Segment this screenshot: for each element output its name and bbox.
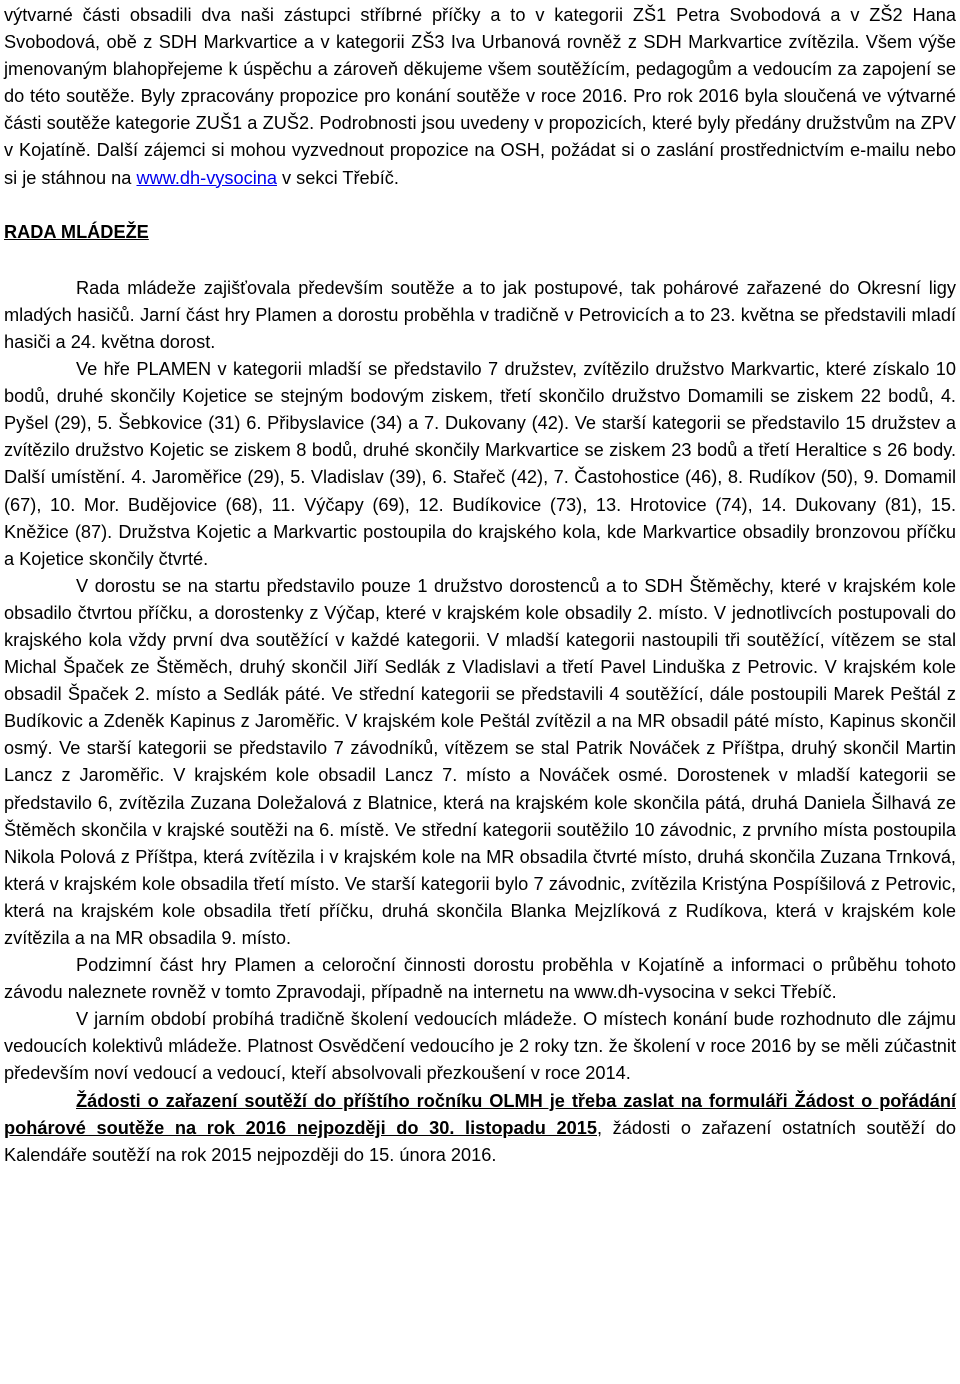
paragraph-rada: Rada mládeže zajišťovala především soutěže a to jak postupové, tak pohárové zařazené do Okresní ligy mladých hasičů. Jarní část hry Plamen a dorostu proběhla v tradičně v Petrovicích a to 23. května se představili mladí hasiči a 24. května dorost. — [4, 277, 956, 352]
intro-text-2: v sekci Třebíč. — [276, 167, 399, 188]
link-site[interactable]: dh-vysocina — [179, 167, 277, 188]
paragraph-podzim: Podzimní část hry Plamen a celoroční činnosti dorostu proběhla v Kojatíně a informaci o průběhu tohoto závodu naleznete rovněž v tomto Zpravodaji, případně na internetu na www.dh-vysocina v sekci Třebíč. — [4, 955, 956, 1003]
paragraph-dorost: V dorostu se na startu představilo pouze 1 družstvo dorostenců a to SDH Štěměchy, které v krajském kole obsadilo čtvrtou příčku, a dorostenky z Výčap, které v krajském kole obsadily 2. místo. V jednotlivcích postupovali do krajského kola vždy první dva soutěžící v každé kategorii. V mladší kategorii nastoupili tři soutěžící, vítězem se stal Michal Špaček ze Štěměch, druhý skončil Jiří Sedlák z Vladislavi a třetí Pavel Linduška z Petrovic. V krajském kole obsadil Špaček 2. místo a Sedlák páté. Ve střední kategorii se představili 4 soutěžící, dále postoupili Marek Peštál z Budíkovic a Zdeněk Kapinus z Jaroměřic. V krajském kole Peštál zvítězil a na MR obsadil páté místo, Kapinus skončil osmý. Ve starší kategorii se představilo 7 závodníků, vítězem se stal Patrik Nováček z Příštpa, druhý skončil Martin Lancz z Jaroměřic. V krajském kole obsadil Lancz 7. místo a Nováček osmé. Dorostenek v mladší kategorii se představilo 6, zvítězila Zuzana Doležalová z Blatnice, která na krajském kole skončila pátá, druhá Daniela Šilhavá ze Štěměch skončila v krajské soutěži na 6. místě. Ve střední kategorii soutěžilo 10 závodnic, z prvního místa postoupila Nikola Polová z Příštpa, která zvítězila i v krajském kole na MR obsadila čtvrté místo, druhá skončila Zuzana Trnková, která v krajském kole obsadila třetí místo. Ve starší kategorii bylo 7 závodnic, zvítězila Kristýna Pospíšilová z Petrovic, která na krajském kole obsadila třetí příčku, druhá skončila Blanka Mejzlíková z Rudíkova, která v krajském kole zvítězila a na MR obsadila 9. místo. — [4, 575, 956, 948]
dh-vysocina-link[interactable] — [136, 168, 277, 188]
document-page — [4, 2, 956, 1169]
zadosti-rest: , žádosti o zařazení ostatních soutěží do Kalendáře soutěží na rok 2015 nejpozději do 15. února 2016. — [4, 1117, 957, 1165]
paragraph-zadosti — [4, 1088, 956, 1169]
paragraph-skoleni: V jarním období probíhá tradičně školení vedoucích mládeže. O místech konání bude rozhodnuto dle zájmu vedoucích kolektivů mládeže. Platnost Osvědčení vedoucího je 2 roky tzn. že školení v roce 2016 by se měli zúčastnit především noví vedoucí a vedoucí, kteří absolvovali přezkoušení v roce 2014. — [4, 1009, 956, 1084]
link-www[interactable]: www. — [136, 167, 180, 188]
zadosti-deadline-bold: Žádosti o zařazení soutěží do příštího ročníku OLMH je třeba zaslat na formuláři Žádost o pořádání pohárové soutěže na rok 2016 nejpozději do 30. listopadu 2015 — [4, 1090, 956, 1138]
paragraph-plamen: Ve hře PLAMEN v kategorii mladší se představilo 7 družstev, zvítězilo družstvo Markvartic, které získalo 10 bodů, druhé skončily Kojetice se stejným bodovým ziskem, třetí skončilo družstvo Domamili se ziskem 22 bodů, 4. Pyšel (29), 5. Šebkovice (31) 6. Přibyslavice (34) a 7. Dukovany (42). Ve starší kategorii se představilo 15 družstev a zvítězilo družstvo Kojetic se ziskem 8 bodů, druhé skončily Markvartice se ziskem 23 bodů a třetí Heraltice s 26 body. Další umístění. 4. Jaroměřice (29), 5. Vladislav (39), 6. Stařeč (42), 7. Častohostice (46), 8. Rudíkov (50), 9. Domamil (67), 10. Mor. Budějovice (68), 11. Výčapy (69), 12. Budíkovice (73), 13. Hrotovice (74), 14. Dukovany (81), 15. Kněžice (87). Družstva Kojetic a Markvartic postoupila do krajského kola, kde Markvartice obsadily bronzovou příčku a Kojetice skončily čtvrté. — [4, 359, 956, 569]
intro-paragraph — [4, 2, 956, 192]
intro-text-1: výtvarné části obsadili dva naši zástupci stříbrné příčky a to v kategorii ZŠ1 Petra Svobodová a v ZŠ2 Hana Svobodová, obě z SDH Markvartice a v kategorii ZŠ3 Iva Urbanová rovněž z SDH Markvartice zvítězila. Všem výše jmenovaným blahopřejeme k úspěchu a zároveň děkujeme všem soutěžícím, pedagogům a vedoucím za zapojení se do této soutěže. Byly zpracovány propozice pro konání soutěže v roce 2016. Pro rok 2016 byla sloučená ve výtvarné části soutěže kategorie ZUŠ1 a ZUŠ2. Podrobnosti jsou uvedeny v propozicích, které byly předány družstvům na ZPV v Kojatíně. Další zájemci si mohou vyzvednout propozice na OSH, požádat si o zaslání prostřednictvím e-mailu nebo si je stáhnou na — [4, 5, 956, 188]
section-heading-rada-mladeze: RADA MLÁDEŽE — [4, 221, 149, 242]
